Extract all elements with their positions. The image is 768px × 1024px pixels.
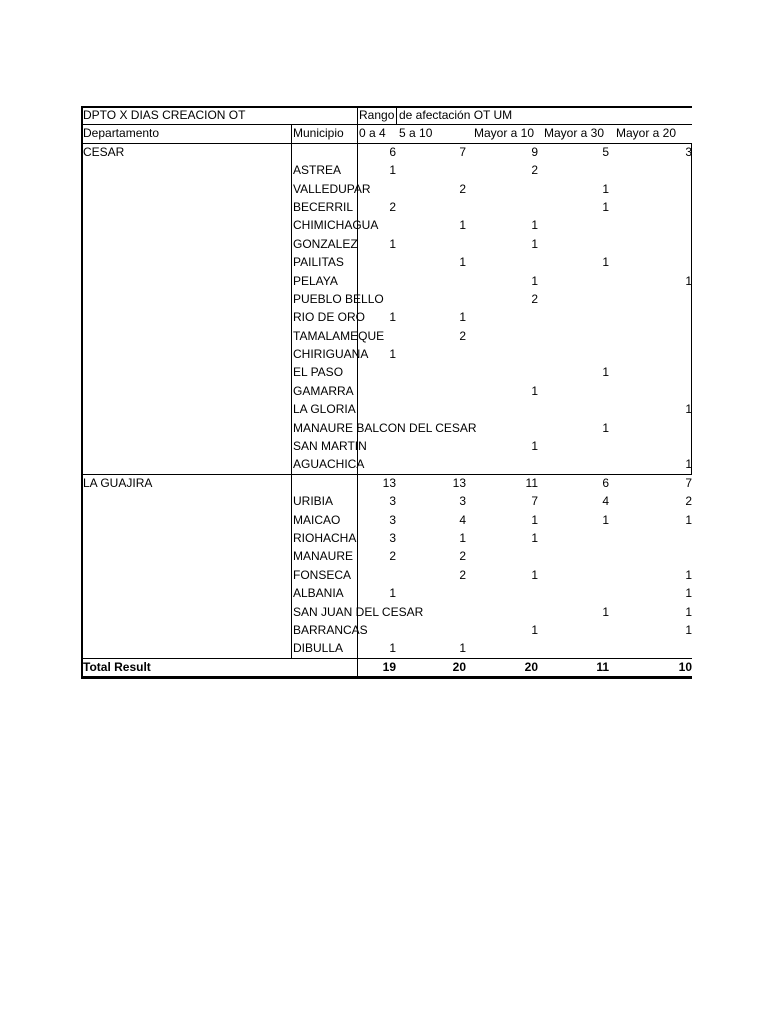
table-row <box>81 308 692 326</box>
value-cell <box>358 566 396 584</box>
value-cell <box>538 235 609 253</box>
table-row <box>81 290 692 308</box>
value-cell <box>466 547 538 565</box>
value-cell <box>538 621 609 639</box>
value-cell <box>358 621 396 639</box>
header-range-2: Mayor a 10 <box>473 126 534 141</box>
value-cell: 1 <box>459 255 466 270</box>
value-cell <box>609 382 692 400</box>
value-cell: 1 <box>685 586 692 601</box>
value-cell: 11 <box>525 475 538 490</box>
value-cell: 1 <box>685 512 692 527</box>
table-body <box>81 143 692 658</box>
value-cell: 1 <box>602 255 609 270</box>
municipio-cell: MANAURE BALCON DEL CESAR <box>293 420 477 435</box>
title-divider <box>81 124 692 125</box>
value-cell <box>538 400 609 418</box>
value-cell <box>609 327 692 345</box>
value-cell <box>538 216 609 234</box>
municipio-cell: GONZALEZ <box>293 236 358 251</box>
header-range-3: Mayor a 30 <box>543 126 604 141</box>
bottom-border <box>81 676 692 679</box>
municipio-cell: SAN MARTIN <box>293 439 367 454</box>
table-row <box>81 419 692 437</box>
value-cell: 1 <box>531 273 538 288</box>
value-cell: 1 <box>531 530 538 545</box>
value-cell <box>396 363 466 381</box>
department-cell: CESAR <box>83 144 125 159</box>
municipio-cell: GAMARRA <box>293 383 354 398</box>
value-cell: 3 <box>685 144 692 159</box>
pivot-title: DPTO X DIAS CREACION OT <box>83 108 246 122</box>
value-cell <box>609 547 692 565</box>
total-value: 20 <box>524 659 538 674</box>
value-cell: 2 <box>459 549 466 564</box>
value-cell: 1 <box>389 163 396 178</box>
table-row <box>81 455 692 473</box>
value-cell <box>396 584 466 602</box>
value-cell: 1 <box>389 586 396 601</box>
table-row <box>81 235 692 253</box>
value-cell: 9 <box>531 144 538 159</box>
value-cell <box>396 455 466 473</box>
value-cell <box>396 382 466 400</box>
value-cell <box>358 216 396 234</box>
value-cell <box>358 400 396 418</box>
value-cell: 1 <box>389 641 396 656</box>
value-cell <box>538 161 609 179</box>
value-cell: 2 <box>531 291 538 306</box>
value-cell <box>538 547 609 565</box>
total-value: 10 <box>678 659 692 674</box>
value-cell: 1 <box>602 365 609 380</box>
header-range-0: 0 a 4 <box>359 126 386 141</box>
table-row <box>81 529 692 547</box>
value-cell: 3 <box>389 494 396 509</box>
value-cell: 1 <box>602 199 609 214</box>
value-cell <box>538 455 609 473</box>
value-cell <box>466 180 538 198</box>
value-cell: 1 <box>389 236 396 251</box>
value-cell: 1 <box>459 641 466 656</box>
municipio-cell: LA GLORIA <box>293 402 356 417</box>
value-cell <box>538 290 609 308</box>
value-cell <box>358 455 396 473</box>
value-cell: 2 <box>459 567 466 582</box>
pivot-table <box>81 106 692 676</box>
table-row <box>81 198 692 216</box>
value-cell <box>396 603 466 621</box>
municipio-cell: EL PASO <box>293 365 344 380</box>
outer-left-border <box>81 106 83 678</box>
value-cell: 2 <box>685 494 692 509</box>
department-cell: LA GUAJIRA <box>83 475 153 490</box>
municipio-cell: PAILITAS <box>293 255 344 270</box>
total-value: 11 <box>596 659 609 674</box>
top-border <box>81 106 692 108</box>
value-cell <box>466 363 538 381</box>
value-cell <box>396 419 466 437</box>
total-value: 19 <box>382 659 396 674</box>
value-cell <box>358 327 396 345</box>
table-row <box>81 253 692 271</box>
value-cell <box>466 327 538 345</box>
range-description: de afectación OT UM <box>399 108 513 122</box>
value-cell <box>466 584 538 602</box>
value-cell <box>609 235 692 253</box>
municipio-cell: SAN JUAN DEL CESAR <box>293 604 424 619</box>
value-cell <box>466 603 538 621</box>
table-row <box>81 603 692 621</box>
value-cell: 1 <box>685 567 692 582</box>
municipio-cell: MANAURE <box>293 549 354 564</box>
value-cell: 2 <box>389 199 396 214</box>
value-cell: 1 <box>459 310 466 325</box>
municipio-cell: BARRANCAS <box>293 622 368 637</box>
value-cell <box>396 621 466 639</box>
table-row <box>81 437 692 455</box>
value-cell <box>609 253 692 271</box>
value-cell: 7 <box>685 475 692 490</box>
value-cell <box>609 639 692 657</box>
value-cell <box>609 308 692 326</box>
value-cell <box>538 566 609 584</box>
total-value: 20 <box>452 659 466 674</box>
value-cell <box>396 198 466 216</box>
department-row <box>81 474 692 492</box>
value-cell: 4 <box>602 494 609 509</box>
value-cell: 1 <box>531 622 538 637</box>
table-row <box>81 511 692 529</box>
value-cell: 3 <box>459 494 466 509</box>
value-cell <box>538 345 609 363</box>
municipio-cell: ALBANIA <box>293 586 344 601</box>
value-cell: 1 <box>531 218 538 233</box>
value-cell: 6 <box>602 475 609 490</box>
value-cell <box>396 290 466 308</box>
value-cell: 1 <box>685 622 692 637</box>
value-cell <box>396 235 466 253</box>
value-cell <box>358 272 396 290</box>
municipio-cell: CHIRIGUANA <box>293 347 369 362</box>
title-row <box>81 106 692 124</box>
value-cell <box>396 437 466 455</box>
header-range-4: Mayor a 20 <box>615 126 676 141</box>
municipio-cell: RIOHACHA <box>293 530 357 545</box>
value-cell <box>358 253 396 271</box>
value-cell: 7 <box>459 144 466 159</box>
header-departamento: Departamento <box>83 126 160 141</box>
municipio-cell: PUEBLO BELLO <box>293 291 384 306</box>
value-cell: 13 <box>452 475 466 490</box>
value-cell <box>358 180 396 198</box>
value-cell <box>538 437 609 455</box>
municipio-cell: DIBULLA <box>293 641 344 656</box>
value-cell <box>609 363 692 381</box>
value-cell <box>396 272 466 290</box>
value-cell: 1 <box>685 273 692 288</box>
value-cell: 1 <box>459 530 466 545</box>
header-municipio: Municipio <box>293 126 344 141</box>
department-row <box>81 143 692 161</box>
value-cell: 1 <box>602 181 609 196</box>
value-cell <box>538 308 609 326</box>
value-cell: 1 <box>459 218 466 233</box>
value-cell <box>358 437 396 455</box>
value-cell: 1 <box>531 439 538 454</box>
value-cell <box>466 345 538 363</box>
municipio-cell: AGUACHICA <box>293 457 365 472</box>
value-cell <box>396 345 466 363</box>
table-row <box>81 161 692 179</box>
table-row <box>81 382 692 400</box>
value-cell: 1 <box>531 512 538 527</box>
table-row <box>81 566 692 584</box>
municipio-cell: ASTREA <box>293 163 342 178</box>
value-cell <box>609 345 692 363</box>
value-cell <box>538 382 609 400</box>
municipio-cell: TAMALAMEQUE <box>293 328 385 343</box>
value-cell: 1 <box>389 347 396 362</box>
value-cell: 1 <box>685 457 692 472</box>
value-cell <box>538 327 609 345</box>
table-row <box>81 327 692 345</box>
table-row <box>81 584 692 602</box>
municipio-cell: URIBIA <box>293 494 334 509</box>
table-row <box>81 216 692 234</box>
value-cell <box>466 455 538 473</box>
value-cell: 2 <box>459 181 466 196</box>
table-row <box>81 400 692 418</box>
value-cell <box>538 272 609 290</box>
table-row <box>81 272 692 290</box>
table-row <box>81 363 692 381</box>
municipio-cell: VALLEDUPAR <box>293 181 371 196</box>
value-cell: 6 <box>389 144 396 159</box>
value-cell <box>609 419 692 437</box>
header-row <box>81 124 692 142</box>
value-cell <box>466 639 538 657</box>
header-range-1: 5 a 10 <box>399 126 433 141</box>
value-cell: 1 <box>602 604 609 619</box>
value-cell <box>609 290 692 308</box>
value-cell: 1 <box>685 402 692 417</box>
value-cell <box>466 253 538 271</box>
value-cell <box>358 290 396 308</box>
value-cell <box>466 198 538 216</box>
range-label: Rango <box>359 108 395 122</box>
value-cell <box>466 419 538 437</box>
value-cell <box>358 382 396 400</box>
value-cell: 7 <box>531 494 538 509</box>
range-label-border <box>396 106 397 125</box>
value-cell: 1 <box>685 604 692 619</box>
municipio-left-border <box>291 124 292 658</box>
value-cell <box>358 419 396 437</box>
value-cell <box>609 216 692 234</box>
value-cell: 1 <box>531 383 538 398</box>
value-cell <box>396 161 466 179</box>
total-row <box>81 658 692 676</box>
table-row <box>81 492 692 510</box>
value-cell: 2 <box>459 328 466 343</box>
value-cell <box>466 308 538 326</box>
value-cell <box>609 437 692 455</box>
value-cell: 5 <box>602 144 609 159</box>
value-cell <box>609 161 692 179</box>
municipio-cell: CHIMICHAGUA <box>293 218 379 233</box>
value-cell: 1 <box>531 567 538 582</box>
total-label: Total Result <box>83 659 151 674</box>
municipio-cell: RIO DE ORO <box>293 310 366 325</box>
value-cell <box>396 400 466 418</box>
table-row <box>81 180 692 198</box>
municipio-cell: FONSECA <box>293 567 352 582</box>
value-cell <box>609 180 692 198</box>
value-cell: 4 <box>459 512 466 527</box>
value-cell: 1 <box>602 512 609 527</box>
table-row <box>81 547 692 565</box>
value-cell: 13 <box>382 475 396 490</box>
value-cell: 2 <box>531 163 538 178</box>
municipio-cell: BECERRIL <box>293 199 354 214</box>
value-cell <box>358 363 396 381</box>
value-cell: 1 <box>531 236 538 251</box>
value-cell: 1 <box>602 420 609 435</box>
value-cell <box>609 529 692 547</box>
value-cell: 2 <box>389 549 396 564</box>
value-cell <box>609 198 692 216</box>
value-cell: 3 <box>389 512 396 527</box>
municipio-cell: PELAYA <box>293 273 338 288</box>
value-cell <box>538 529 609 547</box>
value-cell <box>358 603 396 621</box>
table-row <box>81 639 692 657</box>
value-cell: 3 <box>389 530 396 545</box>
value-cell <box>538 639 609 657</box>
table-row <box>81 345 692 363</box>
municipio-cell: MAICAO <box>293 512 341 527</box>
table-row <box>81 621 692 639</box>
value-cell <box>538 584 609 602</box>
value-cell: 1 <box>389 310 396 325</box>
value-cell <box>466 400 538 418</box>
